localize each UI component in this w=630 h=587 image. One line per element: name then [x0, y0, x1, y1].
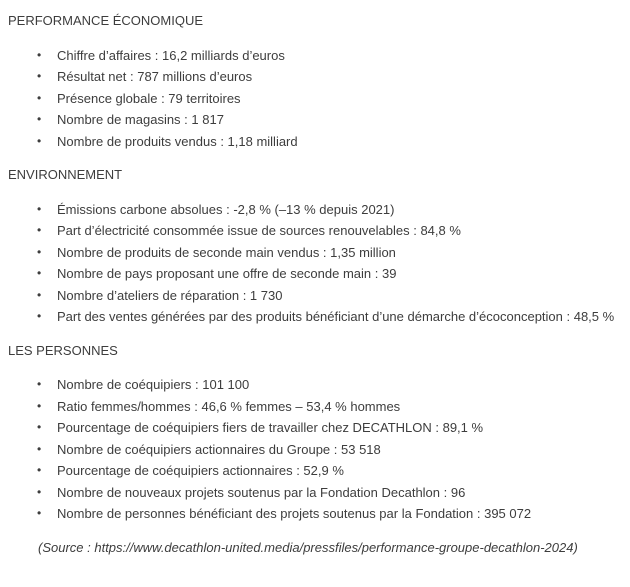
list-item	[8, 396, 617, 418]
list-item	[8, 482, 617, 504]
list-item	[8, 460, 617, 482]
list-item-text: Émissions carbone absolues : -2,8 % (–13 % depuis 2021)	[57, 201, 395, 217]
bullet-icon: •	[37, 463, 42, 477]
list-item	[8, 263, 617, 285]
list-item-text: Nombre de produits de seconde main vendus : 1,35 million	[57, 244, 396, 260]
bullet-icon: •	[37, 90, 42, 105]
list-item-text: Nombre de coéquipiers actionnaires du Groupe : 53 518	[57, 441, 381, 457]
list-item	[8, 220, 617, 242]
list-item-text: Nombre de magasins : 1 817	[57, 112, 224, 127]
list-item-text: Nombre de nouveaux projets soutenus par la Fondation Decathlon : 96	[57, 484, 466, 500]
list-item-text: Nombre d’ateliers de réparation : 1 730	[57, 287, 283, 303]
list-item-text: Nombre de pays proposant une offre de seconde main : 39	[57, 266, 397, 281]
bullet-icon: •	[37, 133, 42, 148]
list-item-text: Résultat net : 787 millions d’euros	[57, 69, 253, 84]
list-item	[8, 374, 617, 396]
bullet-icon: •	[37, 266, 42, 280]
bullet-icon: •	[37, 69, 42, 83]
list-item	[8, 439, 617, 461]
bullet-icon: •	[37, 309, 42, 323]
bullet-icon: •	[37, 506, 42, 520]
list-item	[8, 45, 617, 67]
bullet-icon: •	[37, 287, 42, 302]
kpi-list	[8, 199, 617, 328]
section-les-personnes	[8, 340, 617, 525]
bullet-icon: •	[37, 420, 42, 434]
bullet-icon: •	[37, 377, 42, 391]
section-performance-economique	[8, 10, 617, 152]
list-item	[8, 242, 617, 264]
bullet-icon: •	[37, 484, 42, 499]
list-item-text: Nombre de personnes bénéficiant des projets soutenus par la Fondation : 395 072	[57, 506, 532, 521]
section-title: PERFORMANCE ÉCONOMIQUE	[8, 13, 204, 28]
list-item-text: Présence globale : 79 territoires	[57, 90, 241, 106]
bullet-icon: •	[37, 201, 42, 216]
list-item-text: Nombre de produits vendus : 1,18 milliard	[57, 133, 298, 149]
list-item-text: Pourcentage de coéquipiers fiers de travailler chez DECATHLON : 89,1 %	[57, 420, 484, 435]
section-title: LES PERSONNES	[8, 342, 118, 358]
kpi-list	[8, 374, 617, 525]
list-item	[8, 306, 617, 328]
bullet-icon: •	[37, 441, 42, 456]
bullet-icon: •	[37, 223, 42, 237]
list-item	[8, 503, 617, 525]
list-item-text: Nombre de coéquipiers : 101 100	[57, 377, 250, 392]
list-item	[8, 285, 617, 307]
list-item	[8, 66, 617, 88]
list-item	[8, 417, 617, 439]
list-item-text: Ratio femmes/hommes : 46,6 % femmes – 53,4 % hommes	[57, 398, 401, 414]
list-item-text: Chiffre d’affaires : 16,2 milliards d’euros	[57, 47, 285, 63]
kpi-list	[8, 45, 617, 153]
bullet-icon: •	[37, 47, 42, 62]
list-item-text: Pourcentage de coéquipiers actionnaires : 52,9 %	[57, 463, 344, 478]
source-citation: (Source : https://www.decathlon-united.media/pressfiles/performance-groupe-decathlon-2024)	[38, 539, 578, 555]
list-item-text: Part des ventes générées par des produits bénéficiant d’une démarche d’écoconception : 48,5 %	[57, 309, 615, 324]
list-item-text: Part d’électricité consommée issue de sources renouvelables : 84,8 %	[57, 223, 461, 238]
list-item	[8, 88, 617, 110]
list-item	[8, 199, 617, 221]
bullet-icon: •	[37, 244, 42, 259]
bullet-icon: •	[37, 112, 42, 126]
section-title: ENVIRONNEMENT	[8, 167, 123, 182]
list-item	[8, 131, 617, 153]
section-environnement	[8, 164, 617, 328]
list-item	[8, 109, 617, 131]
bullet-icon: •	[37, 398, 42, 413]
